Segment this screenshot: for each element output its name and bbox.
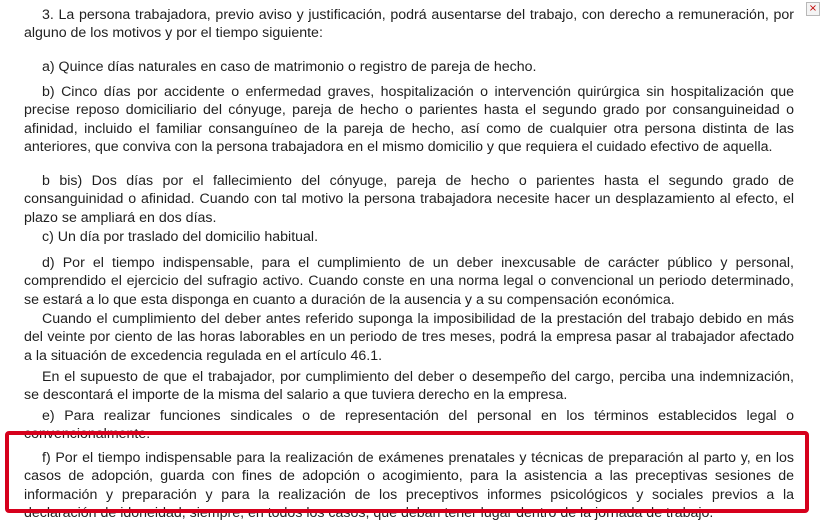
- paragraph-item-b: b) Cinco días por accidente o enfermedad graves, hospitalización o intervención quirúrgica sin hospitalización que precise reposo domiciliario del cónyuge, pareja de hecho o parientes hasta el segundo grado por consanguineidad o afinidad, incluido el familiar consanguíneo de la pareja de hecho, así como de cualquier otra persona distinta de las anteriores, que conviva con la persona trabajadora en el mismo domicilio y que requiera el cuidado efectivo de aquella.: [24, 84, 794, 155]
- paragraph-intro: 3. La persona trabajadora, previo aviso y justificación, podrá ausentarse del trabajo, con derecho a remuneración, por alguno de los motivos y por el tiempo siguiente:: [24, 7, 794, 42]
- paragraph-item-a: a) Quince días naturales en caso de matrimonio o registro de pareja de hecho.: [42, 59, 537, 75]
- paragraph-item-e: e) Para realizar funciones sindicales o de representación del personal en los términos establecidos legal o convencionalmente.: [24, 408, 794, 443]
- highlight-box: [5, 431, 809, 513]
- paragraph-item-d-excedencia: Cuando el cumplimiento del deber antes referido suponga la imposibilidad de la prestación del trabajo debido en más del veinte por ciento de las horas laborables en un periodo de tres meses, podrá la empresa pasar al trabajador afectado a la situación de excedencia regulada en el artículo 46.1.: [24, 311, 794, 364]
- paragraph-item-d-indemnizacion: En el supuesto de que el trabajador, por cumplimiento del deber o desempeño del cargo, perciba una indemnización, se descontará el importe de la misma del salario a que tuviera derecho en la empresa.: [24, 369, 794, 404]
- paragraph-item-b-bis: b bis) Dos días por el fallecimiento del cónyuge, pareja de hecho o parientes hasta el segundo grado de consanguinidad o afinidad. Cuando con tal motivo la persona trabajadora necesite hacer un desplazamiento al efecto, el plazo se ampliará en dos días.: [24, 173, 794, 226]
- close-icon[interactable]: ×: [806, 2, 820, 16]
- paragraph-item-f: f) Por el tiempo indispensable para la realización de exámenes prenatales y técnicas de preparación al parto y, en los casos de adopción, guarda con fines de adopción o acogimiento, para la asistencia a las preceptivas sesiones de información y preparación y para la realización de los preceptivos informes psicológicos y sociales previos a la declaración de idoneidad, siempre, en todos los casos, que deban tener lugar dentro de la jornada de trabajo.: [24, 450, 794, 521]
- paragraph-item-d: d) Por el tiempo indispensable, para el cumplimiento de un deber inexcusable de carácter público y personal, comprendido el ejercicio del sufragio activo. Cuando conste en una norma legal o convencional un periodo determinado, se estará a lo que esta disponga en cuanto a duración de la ausencia y a su compensación económica.: [24, 255, 794, 308]
- paragraph-item-c: c) Un día por traslado del domicilio habitual.: [42, 229, 319, 245]
